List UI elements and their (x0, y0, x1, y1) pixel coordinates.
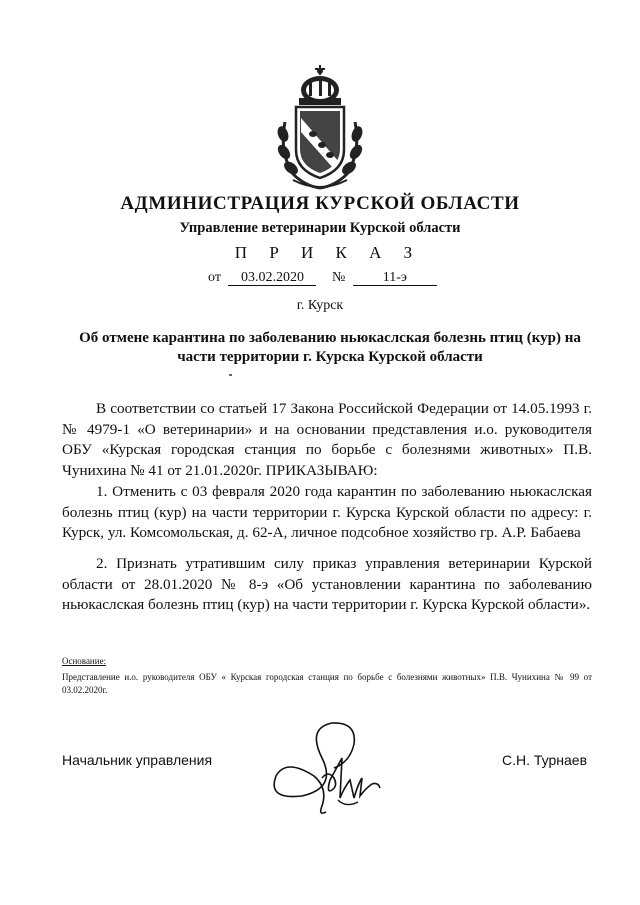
basis-text: Представление и.о. руководителя ОБУ « Курская городская станция по борьбе с болезнями животных» П.В. Чунихина № 99 от 03.02.2020г. (62, 672, 592, 695)
document-type: П Р И К А З (234, 243, 422, 262)
order-item-2: 2. Признать утратившим силу приказ управления ветеринарии Курской области от 28.01.2020 № 8-э «Об установлении карантина по заболеванию ньюкаслская болезнь птиц (кур) на части территории г. Курска Курской области». (62, 555, 592, 614)
order-date-number-line (208, 270, 437, 286)
preamble-paragraph: В соответствии со статьей 17 Закона Российской Федерации от 14.05.1993 г. № 4979-1 «О ветеринарии» и на основании представления и.о. руководителя ОБУ «Курская городская станция по борьбе с болезнями животных» П.В. Чунихина № 41 от 21.01.2020г. ПРИКАЗЫВАЮ: (62, 400, 592, 479)
coat-of-arms-emblem (269, 62, 371, 192)
basis-label: Основание: (62, 656, 107, 666)
order-item-1: 1. Отменить с 03 февраля 2020 года карантин по заболеванию ньюкаслская болезнь птиц (кур) на части территории г. Курска Курской области по адресу: г. Курск, ул. Комсомольская, д. 62-А, личное подсобное хозяйство гр. А.Р. Бабаева (62, 483, 592, 542)
number-prefix: № (331, 270, 346, 285)
date-prefix: от (208, 270, 221, 285)
signatory-position: Начальник управления (62, 752, 213, 768)
document-subject: Об отмене карантина по заболеванию ньюкаслская болезнь птиц (кур) на части территории г. Курска Курской области (79, 330, 581, 365)
organization-title: АДМИНИСТРАЦИЯ КУРСКОЙ ОБЛАСТИ (120, 193, 520, 214)
signatory-name: С.Н. Турнаев (502, 752, 588, 768)
handwritten-signature (262, 718, 412, 818)
order-number: 11-э (353, 270, 437, 286)
scan-artifact (229, 374, 232, 376)
order-date: 03.02.2020 (228, 270, 316, 286)
city: г. Курск (296, 298, 344, 313)
department-title: Управление ветеринарии Курской области (179, 220, 461, 236)
